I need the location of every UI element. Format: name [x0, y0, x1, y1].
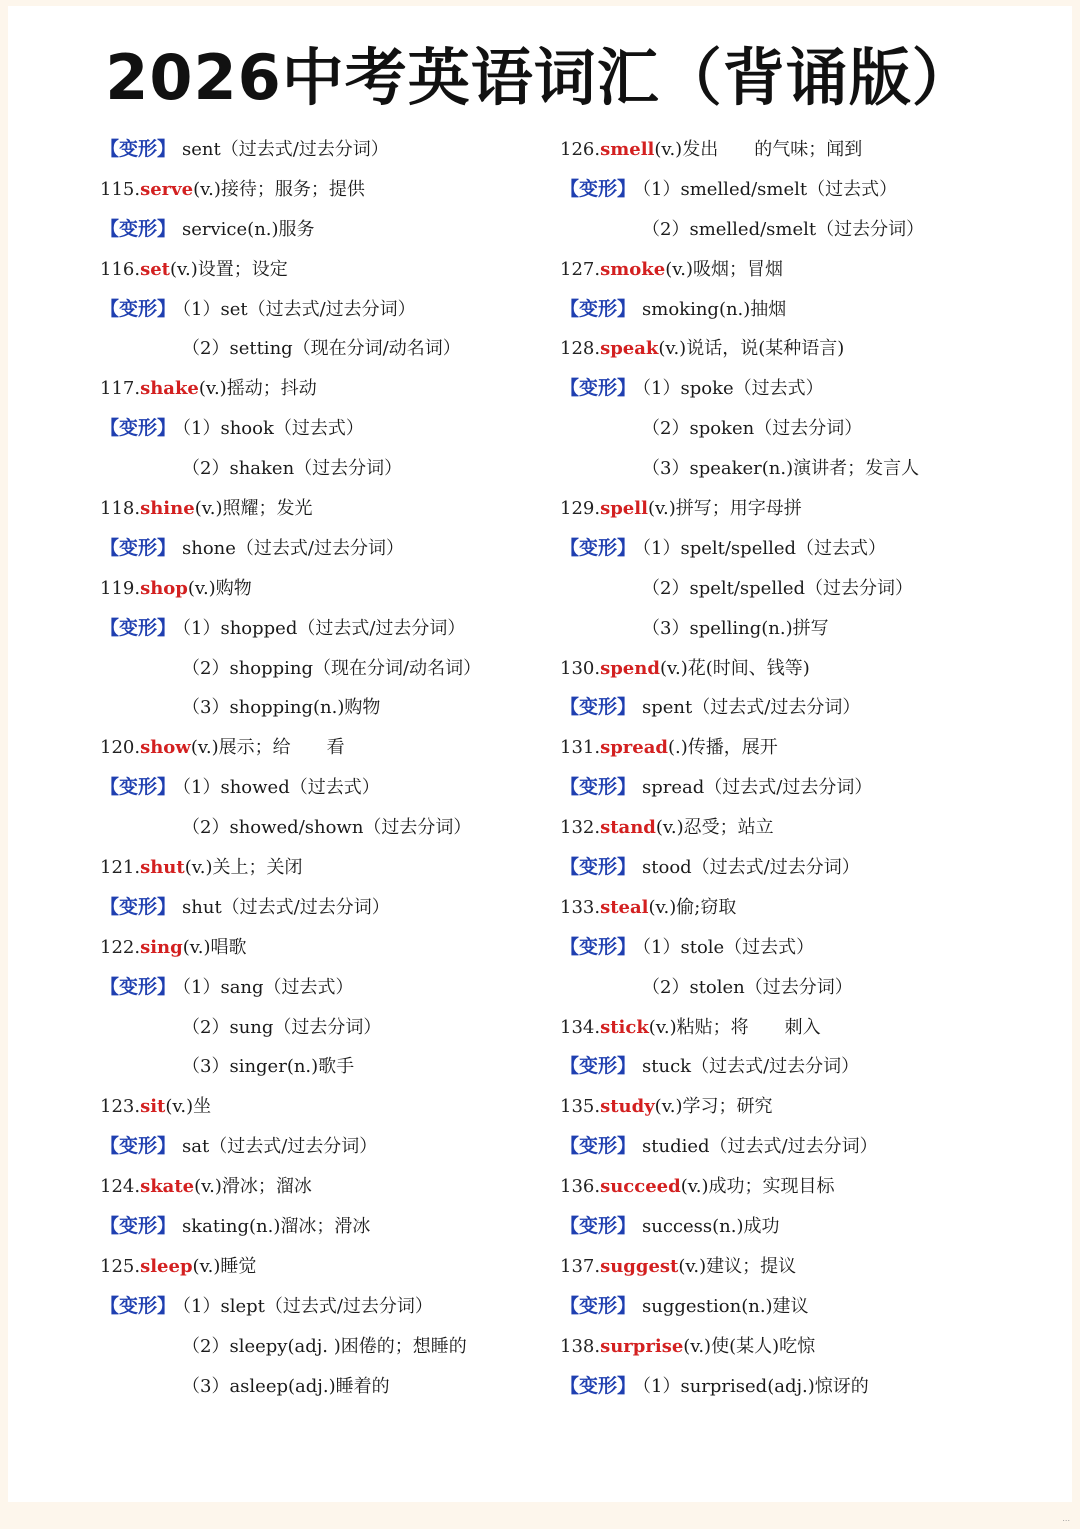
form-text: （1）spelt/spelled（过去式） — [642, 537, 887, 559]
form-text: （1）slept（过去式/过去分词） — [182, 1295, 433, 1317]
form-tag: 【变形】 — [560, 1055, 637, 1078]
word-form-line — [560, 688, 1030, 728]
entry-number: 123. — [100, 1096, 141, 1118]
word-form-line — [560, 290, 1030, 330]
form-text: stood（过去式/过去分词） — [642, 857, 860, 879]
entry-number: 124. — [100, 1176, 141, 1198]
vocab-entry — [100, 369, 570, 409]
word-form-line — [560, 1127, 1030, 1167]
vocab-entry — [560, 329, 1030, 369]
form-text: spread（过去式/过去分词） — [642, 777, 873, 799]
entry-word: smell — [600, 139, 655, 160]
vocab-entry — [560, 649, 1030, 689]
word-form-line — [100, 409, 570, 449]
vocab-entry — [560, 1008, 1030, 1048]
entry-definition: (v.)成功；实现目标 — [680, 1176, 835, 1198]
form-tag: 【变形】 — [100, 138, 177, 160]
entry-definition: (v.)花(时间、钱等) — [659, 657, 810, 679]
form-text: spent（过去式/过去分词） — [642, 697, 861, 719]
form-tag: 【变形】 — [560, 1135, 637, 1158]
form-text: （3）asleep(adj.)睡着的 — [182, 1375, 390, 1397]
entry-number: 121. — [100, 857, 141, 879]
entry-definition: (v.)关上；关闭 — [184, 857, 303, 879]
form-tag: 【变形】 — [560, 297, 637, 320]
entry-word: smoke — [600, 258, 666, 280]
form-tag: 【变形】 — [100, 417, 177, 440]
form-text: （1）set（过去式/过去分词） — [182, 298, 416, 320]
entry-definition: (v.)睡觉 — [192, 1255, 257, 1277]
entry-word: stick — [600, 1016, 649, 1038]
entry-number: 119. — [100, 577, 141, 599]
entry-number: 132. — [560, 817, 601, 839]
entry-word: succeed — [600, 1176, 681, 1198]
vocab-entry — [100, 170, 570, 210]
form-tag: 【变形】 — [100, 776, 177, 799]
page-title: 2026中考英语词汇（背诵版） — [105, 41, 975, 114]
form-tag: 【变形】 — [100, 1294, 177, 1317]
form-text: suggestion(n.)建议 — [642, 1295, 809, 1317]
word-form-subline — [560, 449, 1030, 489]
form-tag: 【变形】 — [560, 536, 637, 559]
vocab-entry — [560, 888, 1030, 928]
entry-definition: (v.)拼写；用字母拼 — [647, 498, 802, 520]
form-tag: 【变形】 — [100, 536, 177, 559]
vocab-entry — [560, 130, 1030, 170]
word-form-subline — [560, 409, 1030, 449]
word-form-line — [560, 1047, 1030, 1087]
entry-number: 115. — [100, 178, 141, 200]
word-form-line — [560, 848, 1030, 888]
entry-definition: (v.)使(某人)吃惊 — [683, 1335, 816, 1357]
form-text: sent（过去式/过去分词） — [182, 139, 389, 160]
word-form-line — [100, 1287, 570, 1327]
form-tag: 【变形】 — [100, 1135, 177, 1158]
right-column — [560, 130, 1030, 1407]
word-form-line — [560, 170, 1030, 210]
form-tag: 【变形】 — [560, 1215, 637, 1238]
word-form-line — [560, 1207, 1030, 1247]
entry-word: shine — [140, 498, 195, 520]
left-column — [100, 130, 570, 1407]
form-text: （1）surprised(adj.)惊讶的 — [642, 1375, 869, 1397]
word-form-subline — [560, 569, 1030, 609]
form-text: （2）sung（过去分词） — [182, 1016, 382, 1038]
entry-number: 137. — [560, 1255, 601, 1277]
form-text: （1）shopped（过去式/过去分词） — [182, 617, 466, 639]
entry-word: spend — [600, 657, 660, 679]
word-form-line — [560, 529, 1030, 569]
form-text: （1）smelled/smelt（过去式） — [642, 178, 898, 200]
entry-number: 129. — [560, 498, 601, 520]
form-text: （2）spelt/spelled（过去分词） — [642, 577, 914, 599]
word-form-subline — [100, 449, 570, 489]
vocab-entry — [560, 1087, 1030, 1127]
entry-number: 135. — [560, 1096, 601, 1118]
form-text: （2）stolen（过去分词） — [642, 976, 853, 998]
vocab-entry — [560, 728, 1030, 768]
vocab-entry — [100, 1087, 570, 1127]
entry-word: sing — [140, 936, 183, 958]
word-form-subline — [100, 329, 570, 369]
entry-definition: (v.)建议；提议 — [678, 1255, 797, 1277]
word-form-line — [560, 768, 1030, 808]
form-text: success(n.)成功 — [642, 1216, 780, 1238]
form-text: shone（过去式/过去分词） — [182, 537, 404, 559]
entry-word: serve — [140, 178, 194, 200]
form-tag: 【变形】 — [560, 935, 637, 958]
document-page — [8, 6, 1072, 1502]
entry-word: surprise — [600, 1335, 684, 1357]
entry-word: speak — [600, 338, 659, 360]
entry-word: set — [140, 258, 170, 280]
vocab-entry — [560, 489, 1030, 529]
form-tag: 【变形】 — [100, 975, 177, 998]
vocab-entry — [100, 848, 570, 888]
form-tag: 【变形】 — [560, 177, 637, 200]
word-form-subline — [100, 1008, 570, 1048]
entry-number: 122. — [100, 936, 141, 958]
word-form-line — [100, 888, 570, 928]
entry-number: 128. — [560, 338, 601, 360]
form-tag: 【变形】 — [100, 616, 177, 639]
entry-definition: (v.)说话，说(某种语言) — [658, 338, 845, 360]
form-text: （1）showed（过去式） — [182, 777, 380, 799]
form-tag: 【变形】 — [100, 217, 177, 240]
entry-word: study — [600, 1096, 655, 1118]
form-text: skating(n.)溜冰；滑冰 — [182, 1216, 371, 1238]
vocab-entry — [100, 928, 570, 968]
entry-definition: (v.)偷;窃取 — [648, 896, 737, 918]
word-form-line — [560, 1367, 1030, 1407]
vocab-entry — [100, 1167, 570, 1207]
form-text: service(n.)服务 — [182, 218, 315, 240]
entry-number: 138. — [560, 1335, 601, 1357]
word-form-subline — [560, 609, 1030, 649]
entry-word: show — [140, 737, 191, 759]
form-text: （1）shook（过去式） — [182, 418, 364, 440]
form-text: （3）singer(n.)歌手 — [182, 1056, 355, 1078]
entry-word: shop — [140, 577, 188, 599]
form-text: （2）setting（现在分词/动名词） — [182, 338, 461, 360]
entry-number: 120. — [100, 737, 141, 759]
vocab-entry — [100, 489, 570, 529]
word-form-line — [100, 210, 570, 250]
form-tag: 【变形】 — [100, 895, 177, 918]
entry-definition: (v.)购物 — [187, 577, 252, 599]
entry-number: 116. — [100, 258, 141, 280]
word-form-subline — [100, 1047, 570, 1087]
word-form-line — [100, 609, 570, 649]
form-text: sat（过去式/过去分词） — [182, 1136, 378, 1158]
form-tag: 【变形】 — [560, 1294, 637, 1317]
form-text: （3）speaker(n.)演讲者；发言人 — [642, 458, 920, 480]
form-text: studied（过去式/过去分词） — [642, 1136, 878, 1158]
vocab-entry — [100, 250, 570, 290]
word-form-line — [100, 768, 570, 808]
entry-number: 118. — [100, 498, 141, 520]
entry-definition: (v.)照耀；发光 — [194, 498, 313, 520]
entry-definition: (v.)滑冰；溜冰 — [194, 1176, 312, 1198]
word-form-subline — [100, 649, 570, 689]
entry-word: suggest — [600, 1255, 679, 1277]
form-tag: 【变形】 — [560, 776, 637, 799]
form-text: （2）shaken（过去分词） — [182, 458, 403, 480]
entry-definition: (v.)展示；给 看 — [190, 737, 345, 759]
form-tag: 【变形】 — [560, 377, 637, 400]
word-form-line — [100, 1127, 570, 1167]
word-form-subline — [560, 968, 1030, 1008]
entry-number: 134. — [560, 1016, 601, 1038]
entry-definition: (v.)发出 的气味；闻到 — [654, 139, 863, 160]
word-form-subline — [100, 808, 570, 848]
form-text: （2）sleepy(adj. )困倦的；想睡的 — [182, 1335, 467, 1357]
entry-definition: (v.)设置；设定 — [169, 258, 288, 280]
form-text: （1）stole（过去式） — [642, 936, 815, 958]
entry-number: 136. — [560, 1176, 601, 1198]
entry-number: 131. — [560, 737, 601, 759]
entry-number: 126. — [560, 139, 601, 160]
form-text: shut（过去式/过去分词） — [182, 896, 390, 918]
vocab-entry — [560, 1167, 1030, 1207]
entry-number: 133. — [560, 896, 601, 918]
word-form-line — [100, 968, 570, 1008]
entry-definition: (v.)坐 — [165, 1096, 212, 1118]
word-form-subline — [100, 1327, 570, 1367]
entry-number: 125. — [100, 1255, 141, 1277]
entry-definition: (v.)忍受；站立 — [655, 817, 774, 839]
entry-definition: (v.)学习；研究 — [654, 1096, 773, 1118]
entry-word: stand — [600, 817, 656, 839]
entry-word: sleep — [140, 1255, 193, 1277]
entry-number: 117. — [100, 378, 141, 400]
entry-word: shut — [140, 857, 185, 879]
word-form-line — [100, 529, 570, 569]
vocab-entry — [560, 1247, 1030, 1287]
form-text: （2）showed/shown（过去分词） — [182, 817, 472, 839]
form-text: （1）sang（过去式） — [182, 976, 354, 998]
form-text: smoking(n.)抽烟 — [642, 298, 787, 320]
entry-number: 127. — [560, 258, 601, 280]
word-form-line — [100, 1207, 570, 1247]
word-form-subline — [560, 210, 1030, 250]
entry-word: steal — [600, 896, 649, 918]
form-tag: 【变形】 — [100, 297, 177, 320]
entry-word: sit — [140, 1096, 166, 1118]
entry-word: spell — [600, 498, 648, 520]
entry-definition: (v.)吸烟；冒烟 — [665, 258, 783, 280]
form-text: （3）spelling(n.)拼写 — [642, 617, 829, 639]
entry-definition: (.)传播，展开 — [667, 737, 778, 759]
vocab-entry — [560, 1327, 1030, 1367]
word-form-line — [100, 130, 570, 170]
entry-word: skate — [140, 1176, 195, 1198]
vocab-entry — [560, 250, 1030, 290]
word-form-line — [560, 369, 1030, 409]
form-text: （3）shopping(n.)购物 — [182, 697, 381, 719]
vocab-entry — [100, 1247, 570, 1287]
entry-number: 130. — [560, 657, 601, 679]
entry-word: shake — [140, 378, 199, 400]
form-tag: 【变形】 — [560, 696, 637, 719]
entry-definition: (v.)接待；服务；提供 — [193, 178, 365, 200]
word-form-line — [100, 290, 570, 330]
entry-definition: (v.)唱歌 — [182, 936, 247, 958]
watermark: ... — [1062, 1514, 1070, 1523]
form-text: （2）smelled/smelt（过去分词） — [642, 218, 925, 240]
entry-word: spread — [600, 737, 668, 759]
form-text: （2）spoken（过去分词） — [642, 418, 863, 440]
entry-definition: (v.)粘贴；将 刺入 — [648, 1016, 821, 1038]
vocab-entry — [100, 728, 570, 768]
form-text: stuck（过去式/过去分词） — [642, 1056, 860, 1078]
entry-definition: (v.)摇动；抖动 — [198, 378, 317, 400]
word-form-subline — [100, 1367, 570, 1407]
word-form-subline — [100, 688, 570, 728]
form-tag: 【变形】 — [560, 1374, 637, 1397]
word-form-line — [560, 928, 1030, 968]
vocab-entry — [560, 808, 1030, 848]
word-form-line — [560, 1287, 1030, 1327]
vocab-entry — [100, 569, 570, 609]
form-tag: 【变形】 — [100, 1215, 177, 1238]
form-text: （2）shopping（现在分词/动名词） — [182, 657, 482, 679]
form-text: （1）spoke（过去式） — [642, 378, 824, 400]
form-tag: 【变形】 — [560, 856, 637, 879]
